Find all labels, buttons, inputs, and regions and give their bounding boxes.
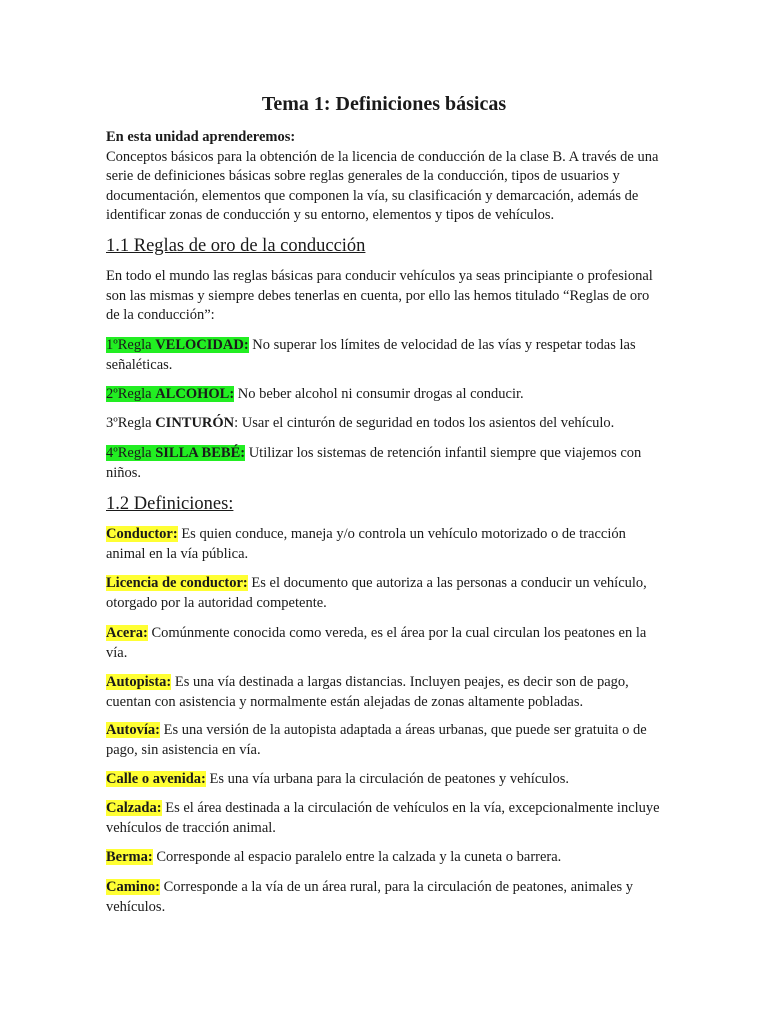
definition-text: Es quien conduce, maneja y/o controla un vehículo motorizado o de tracción animal en la vía pública. bbox=[106, 526, 626, 562]
definition-text: Es una vía urbana para la circulación de peatones y vehículos. bbox=[205, 771, 570, 787]
definition-item bbox=[106, 799, 662, 838]
rule-name: SILLA BEBÉ: bbox=[155, 445, 246, 461]
definition-item bbox=[106, 848, 662, 868]
definition-term: Calzada: bbox=[106, 800, 162, 816]
definition-item bbox=[106, 624, 662, 663]
definition-text: Corresponde al espacio paralelo entre la calzada y la cuneta o barrera. bbox=[152, 849, 562, 865]
definition-text: Es una versión de la autopista adaptada a áreas urbanas, que puede ser gratuita o de pago, sin asistencia en vía. bbox=[106, 722, 647, 758]
rule-2 bbox=[106, 385, 662, 405]
intro-block bbox=[106, 128, 662, 226]
page-title: Tema 1: Definiciones básicas bbox=[261, 93, 507, 115]
rule-name: ALCOHOL: bbox=[155, 386, 235, 402]
rule-prefix: 2ºRegla bbox=[106, 386, 156, 402]
rule-prefix: 4ºRegla bbox=[106, 445, 156, 461]
definition-item bbox=[106, 721, 662, 760]
section-heading-reglas: 1.1 Reglas de oro de la conducción bbox=[106, 236, 366, 256]
definition-text: Es una vía destinada a largas distancias. Incluyen peajes, es decir son de pago, cuentan con asistencia y normalmente están alejadas de zonas altamente pobladas. bbox=[106, 674, 629, 710]
section-heading-definiciones: 1.2 Definiciones: bbox=[106, 494, 234, 514]
definition-term: Berma: bbox=[106, 849, 153, 865]
definition-term: Autopista: bbox=[106, 674, 172, 690]
definition-term: Licencia de conductor: bbox=[106, 575, 248, 591]
rule-text: No beber alcohol ni consumir drogas al conducir. bbox=[234, 386, 524, 402]
definition-term: Autovía: bbox=[106, 722, 160, 738]
rule-4 bbox=[106, 444, 662, 483]
definition-term: Acera: bbox=[106, 625, 148, 641]
definition-item bbox=[106, 878, 662, 917]
rule-text: Utilizar los sistemas de retención infantil siempre que viajemos con niños. bbox=[106, 445, 642, 481]
intro-text: Conceptos básicos para la obtención de la licencia de conducción de la clase B. A través de una serie de definiciones básicas sobre reglas generales de la conducción, tipos de usuarios y documentación, elementos que componen la vía, su clasificación y demarcación, además de identificar zonas de conducción y su entorno, elementos y tipos de vehículos. bbox=[106, 148, 659, 223]
definition-text: Corresponde a la vía de un área rural, para la circulación de peatones, animales y vehículos. bbox=[106, 879, 634, 915]
definition-item bbox=[106, 673, 662, 712]
rule-name: VELOCIDAD: bbox=[155, 337, 249, 353]
definition-term: Camino: bbox=[106, 879, 160, 895]
rule-text: : Usar el cinturón de seguridad en todos los asientos del vehículo. bbox=[234, 415, 615, 431]
section1-intro: En todo el mundo las reglas básicas para conducir vehículos ya seas principiante o profesional son las mismas y siempre debes tenerlas en cuenta, por ello las hemos titulado “Reglas de oro de la conducción”: bbox=[106, 268, 653, 323]
rule-3 bbox=[106, 414, 662, 434]
definition-item bbox=[106, 574, 662, 613]
rule-1 bbox=[106, 336, 662, 375]
rule-name: CINTURÓN bbox=[155, 415, 235, 431]
definition-text: Es el documento que autoriza a las personas a conducir un vehículo, otorgado por la autoridad competente. bbox=[106, 575, 647, 611]
rule-prefix: 1ºRegla bbox=[106, 337, 156, 353]
definition-term: Calle o avenida: bbox=[106, 771, 206, 787]
intro-heading: En esta unidad aprenderemos: bbox=[106, 129, 296, 145]
rule-text: No superar los límites de velocidad de las vías y respetar todas las señaléticas. bbox=[106, 337, 636, 373]
rule-prefix: 3ºRegla bbox=[106, 415, 156, 431]
definition-term: Conductor: bbox=[106, 526, 178, 542]
definition-text: Comúnmente conocida como vereda, es el área por la cual circulan los peatones en la vía. bbox=[106, 625, 647, 661]
definition-item bbox=[106, 770, 662, 790]
definition-item bbox=[106, 525, 662, 564]
definition-text: Es el área destinada a la circulación de vehículos en la vía, excepcionalmente incluye vehículos de tracción animal. bbox=[106, 800, 660, 836]
